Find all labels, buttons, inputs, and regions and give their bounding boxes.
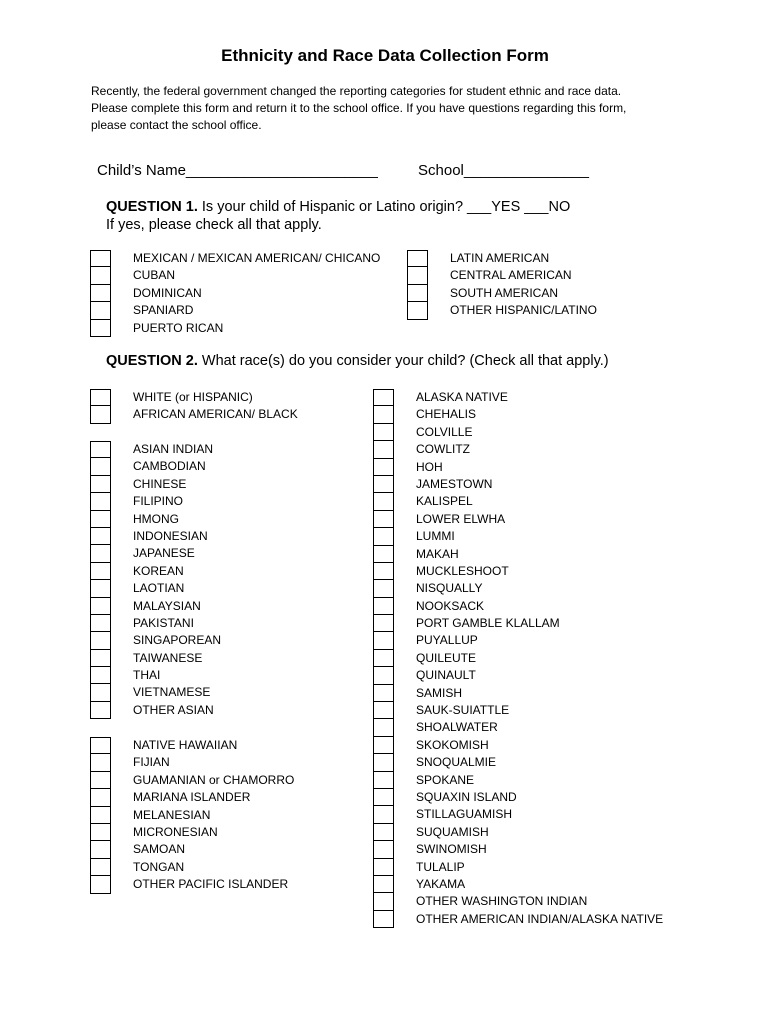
checkbox-option[interactable] — [90, 441, 360, 458]
checkbox[interactable] — [373, 701, 394, 719]
option-label: SNOQUALMIE — [416, 755, 497, 770]
checkbox-option[interactable] — [407, 285, 707, 302]
checkbox-option[interactable] — [373, 511, 713, 528]
checkbox[interactable] — [373, 788, 394, 806]
option-label: NATIVE HAWAIIAN — [133, 738, 238, 752]
option-label: JAMESTOWN — [416, 476, 493, 491]
option-label: SPOKANE — [416, 772, 475, 787]
option-label: SWINOMISH — [416, 842, 487, 857]
checkbox-option[interactable] — [373, 615, 713, 632]
checkbox-option[interactable] — [90, 754, 360, 771]
checkbox-option[interactable] — [90, 406, 360, 423]
checkbox[interactable] — [90, 649, 111, 667]
checkbox[interactable] — [373, 892, 394, 910]
checkbox[interactable] — [373, 823, 394, 841]
checkbox[interactable] — [373, 423, 394, 441]
option-label: SOUTH AMERICAN — [450, 285, 559, 300]
question-1-label: QUESTION 1. — [106, 199, 198, 215]
checkbox-option[interactable] — [373, 406, 713, 423]
checkbox-option[interactable] — [90, 528, 360, 545]
checkbox-option[interactable] — [90, 493, 360, 510]
checkbox[interactable] — [407, 250, 428, 267]
checkbox-option[interactable] — [90, 684, 360, 701]
option-label: SPANIARD — [133, 303, 194, 318]
checkbox[interactable] — [373, 458, 394, 476]
checkbox[interactable] — [373, 475, 394, 493]
checkbox[interactable] — [90, 544, 111, 562]
checkbox[interactable] — [373, 440, 394, 458]
option-label: QUILEUTE — [416, 650, 477, 665]
checkbox[interactable] — [90, 389, 111, 406]
checkbox[interactable] — [90, 788, 111, 806]
option-label: CAMBODIAN — [133, 459, 206, 474]
checkbox[interactable] — [373, 527, 394, 545]
option-label: MELANESIAN — [133, 807, 211, 822]
checkbox-option[interactable] — [373, 598, 713, 615]
checkbox-option[interactable] — [90, 250, 410, 267]
checkbox-option[interactable] — [90, 615, 360, 632]
checkbox-option[interactable] — [373, 424, 713, 441]
checkbox[interactable] — [373, 562, 394, 580]
checkbox-option[interactable] — [373, 493, 713, 510]
checkbox-option[interactable] — [373, 859, 713, 876]
checkbox[interactable] — [373, 614, 394, 632]
checkbox[interactable] — [373, 597, 394, 615]
checkbox[interactable] — [90, 527, 111, 545]
option-label: TULALIP — [416, 859, 465, 874]
checkbox-option[interactable] — [373, 719, 713, 736]
checkbox-option[interactable] — [373, 650, 713, 667]
option-label: FILIPINO — [133, 494, 184, 509]
intro-paragraph — [91, 83, 691, 134]
checkbox[interactable] — [373, 771, 394, 789]
race-options-asian — [90, 441, 360, 719]
checkbox[interactable] — [90, 579, 111, 597]
option-label: MALAYSIAN — [133, 598, 201, 613]
checkbox-option[interactable] — [90, 389, 360, 406]
question-1-text: Is your child of Hispanic or Latino origin? ___YES ___NO — [197, 199, 571, 215]
question-1 — [106, 198, 570, 234]
race-options-pacific — [90, 737, 360, 894]
checkbox-option[interactable] — [90, 789, 360, 806]
hispanic-options-left — [90, 250, 410, 337]
checkbox[interactable] — [373, 649, 394, 667]
option-label: OTHER AMERICAN INDIAN/ALASKA NATIVE — [416, 911, 664, 926]
checkbox-option[interactable] — [90, 859, 360, 876]
option-label: MUCKLESHOOT — [416, 563, 509, 578]
option-label: MARIANA ISLANDER — [133, 790, 251, 805]
option-label: LUMMI — [416, 529, 455, 544]
checkbox-option[interactable] — [90, 458, 360, 475]
checkbox[interactable] — [90, 737, 111, 754]
option-label: SINGAPOREAN — [133, 633, 222, 648]
checkbox[interactable] — [373, 684, 394, 702]
checkbox-option[interactable] — [373, 806, 713, 823]
option-label: THAI — [133, 668, 161, 683]
checkbox[interactable] — [90, 631, 111, 649]
checkbox-option[interactable] — [373, 441, 713, 458]
checkbox[interactable] — [90, 597, 111, 615]
option-label: OTHER WASHINGTON INDIAN — [416, 894, 588, 909]
option-label: SUQUAMISH — [416, 824, 489, 839]
option-label: KALISPEL — [416, 494, 473, 509]
checkbox-option[interactable] — [373, 737, 713, 754]
checkbox[interactable] — [90, 701, 111, 719]
checkbox-option[interactable] — [90, 545, 360, 562]
checkbox-option[interactable] — [373, 389, 713, 406]
checkbox-option[interactable] — [373, 546, 713, 563]
checkbox-option[interactable] — [90, 667, 360, 684]
option-label: CENTRAL AMERICAN — [450, 268, 572, 283]
option-label: COLVILLE — [416, 424, 473, 439]
checkbox-option[interactable] — [90, 285, 410, 302]
option-label: NOOKSACK — [416, 598, 485, 613]
checkbox[interactable] — [373, 840, 394, 858]
checkbox[interactable] — [90, 683, 111, 701]
option-label: GUAMANIAN or CHAMORRO — [133, 772, 295, 787]
option-label: TONGAN — [133, 859, 185, 874]
hispanic-options-right — [407, 250, 707, 320]
checkbox[interactable] — [90, 562, 111, 580]
checkbox-option[interactable] — [90, 650, 360, 667]
option-label: SAUK-SUIATTLE — [416, 703, 510, 718]
intro-line: Recently, the federal government changed the reporting categories for student ethnic and race data. — [91, 84, 622, 98]
checkbox-option[interactable] — [407, 250, 707, 267]
intro-line: please contact the school office. — [91, 118, 262, 132]
option-label: PORT GAMBLE KLALLAM — [416, 616, 560, 631]
checkbox[interactable] — [373, 579, 394, 597]
option-label: OTHER PACIFIC ISLANDER — [133, 877, 289, 892]
question-2-text: What race(s) do you consider your child? (Check all that apply.) — [197, 353, 609, 369]
checkbox-option[interactable] — [373, 632, 713, 649]
checkbox-option[interactable] — [373, 702, 713, 719]
checkbox[interactable] — [90, 492, 111, 510]
checkbox[interactable] — [373, 753, 394, 771]
checkbox-option[interactable] — [90, 302, 410, 319]
option-label: PUYALLUP — [416, 633, 478, 648]
child-name-field[interactable]: Child’s Name_______________________ — [97, 162, 378, 179]
checkbox[interactable] — [90, 319, 111, 337]
race-options-native — [373, 389, 713, 928]
checkbox-option[interactable] — [373, 459, 713, 476]
question-2-label: QUESTION 2. — [106, 353, 198, 369]
checkbox-option[interactable] — [373, 911, 713, 928]
checkbox-option[interactable] — [373, 754, 713, 771]
checkbox-option[interactable] — [373, 893, 713, 910]
checkbox[interactable] — [373, 492, 394, 510]
option-label: LAOTIAN — [133, 581, 185, 596]
checkbox-option[interactable] — [407, 302, 707, 319]
checkbox-option[interactable] — [407, 267, 707, 284]
option-label: JAPANESE — [133, 546, 195, 561]
checkbox-option[interactable] — [373, 789, 713, 806]
option-label: INDONESIAN — [133, 528, 208, 543]
checkbox-option[interactable] — [90, 807, 360, 824]
checkbox-option[interactable] — [373, 772, 713, 789]
checkbox-option[interactable] — [90, 563, 360, 580]
checkbox[interactable] — [90, 614, 111, 632]
option-label: HMONG — [133, 511, 179, 526]
checkbox[interactable] — [90, 806, 111, 824]
option-label: TAIWANESE — [133, 650, 203, 665]
option-label: OTHER HISPANIC/LATINO — [450, 303, 597, 318]
checkbox[interactable] — [373, 405, 394, 423]
checkbox-option[interactable] — [373, 563, 713, 580]
checkbox[interactable] — [90, 266, 111, 284]
checkbox-option[interactable] — [90, 702, 360, 719]
option-label: QUINAULT — [416, 668, 476, 683]
option-label: OTHER ASIAN — [133, 702, 214, 717]
checkbox[interactable] — [373, 858, 394, 876]
option-label: YAKAMA — [416, 876, 466, 891]
checkbox-option[interactable] — [90, 598, 360, 615]
checkbox[interactable] — [373, 875, 394, 893]
checkbox[interactable] — [90, 771, 111, 789]
option-label: MEXICAN / MEXICAN AMERICAN/ CHICANO — [133, 251, 381, 265]
option-label: ASIAN INDIAN — [133, 442, 214, 456]
checkbox-option[interactable] — [90, 320, 410, 337]
option-label: AFRICAN AMERICAN/ BLACK — [133, 407, 298, 422]
option-label: SAMISH — [416, 685, 463, 700]
checkbox-option[interactable] — [90, 737, 360, 754]
option-label: HOH — [416, 459, 443, 474]
checkbox-option[interactable] — [90, 632, 360, 649]
checkbox[interactable] — [373, 718, 394, 736]
checkbox-option[interactable] — [90, 876, 360, 893]
option-label: SAMOAN — [133, 842, 186, 857]
checkbox-option[interactable] — [373, 580, 713, 597]
form-title: Ethnicity and Race Data Collection Form — [221, 46, 549, 65]
checkbox[interactable] — [407, 301, 428, 319]
option-label: CHEHALIS — [416, 407, 477, 422]
checkbox[interactable] — [90, 301, 111, 319]
question-2 — [106, 352, 609, 370]
intro-line: Please complete this form and return it to the school office. If you have questions regarding this form, — [91, 101, 627, 115]
checkbox-option[interactable] — [373, 841, 713, 858]
checkbox[interactable] — [90, 250, 111, 267]
option-label: LATIN AMERICAN — [450, 251, 550, 265]
checkbox[interactable] — [90, 753, 111, 771]
checkbox-option[interactable] — [90, 580, 360, 597]
question-1-subtext: If yes, please check all that apply. — [106, 217, 322, 233]
checkbox[interactable] — [90, 840, 111, 858]
checkbox[interactable] — [90, 457, 111, 475]
checkbox-option[interactable] — [90, 824, 360, 841]
checkbox-option[interactable] — [90, 841, 360, 858]
option-label: PUERTO RICAN — [133, 320, 224, 335]
option-label: LOWER ELWHA — [416, 511, 506, 526]
checkbox[interactable] — [90, 510, 111, 528]
checkbox-option[interactable] — [90, 267, 410, 284]
checkbox[interactable] — [407, 284, 428, 302]
option-label: VIETNAMESE — [133, 685, 211, 700]
checkbox-option[interactable] — [90, 476, 360, 493]
checkbox-option[interactable] — [373, 667, 713, 684]
checkbox[interactable] — [373, 510, 394, 528]
option-label: CUBAN — [133, 268, 176, 283]
option-label: ALASKA NATIVE — [416, 390, 508, 404]
option-label: FIJIAN — [133, 755, 170, 770]
checkbox-option[interactable] — [373, 476, 713, 493]
checkbox[interactable] — [373, 736, 394, 754]
checkbox-option[interactable] — [373, 685, 713, 702]
checkbox[interactable] — [373, 910, 394, 928]
option-label: STILLAGUAMISH — [416, 807, 513, 822]
option-label: NISQUALLY — [416, 581, 483, 596]
checkbox[interactable] — [90, 475, 111, 493]
option-label: WHITE (or HISPANIC) — [133, 390, 253, 404]
option-label: MICRONESIAN — [133, 824, 218, 839]
race-options-white-black — [90, 389, 360, 424]
checkbox[interactable] — [90, 405, 111, 423]
checkbox[interactable] — [373, 545, 394, 563]
checkbox[interactable] — [373, 805, 394, 823]
checkbox[interactable] — [373, 389, 394, 406]
option-label: COWLITZ — [416, 442, 470, 457]
checkbox[interactable] — [407, 266, 428, 284]
checkbox[interactable] — [90, 858, 111, 876]
option-label: SQUAXIN ISLAND — [416, 789, 517, 804]
checkbox-option[interactable] — [90, 511, 360, 528]
checkbox[interactable] — [373, 631, 394, 649]
checkbox[interactable] — [90, 284, 111, 302]
option-label: DOMINICAN — [133, 285, 202, 300]
checkbox[interactable] — [373, 666, 394, 684]
option-label: SHOALWATER — [416, 720, 498, 735]
checkbox[interactable] — [90, 441, 111, 458]
checkbox-option[interactable] — [373, 528, 713, 545]
checkbox-option[interactable] — [373, 876, 713, 893]
school-field[interactable]: School_______________ — [418, 162, 589, 179]
option-label: KOREAN — [133, 563, 184, 578]
checkbox[interactable] — [90, 875, 111, 893]
option-label: PAKISTANI — [133, 615, 194, 630]
checkbox[interactable] — [90, 823, 111, 841]
option-label: SKOKOMISH — [416, 737, 489, 752]
checkbox[interactable] — [90, 666, 111, 684]
checkbox-option[interactable] — [90, 772, 360, 789]
option-label: MAKAH — [416, 546, 459, 561]
option-label: CHINESE — [133, 476, 187, 491]
checkbox-option[interactable] — [373, 824, 713, 841]
